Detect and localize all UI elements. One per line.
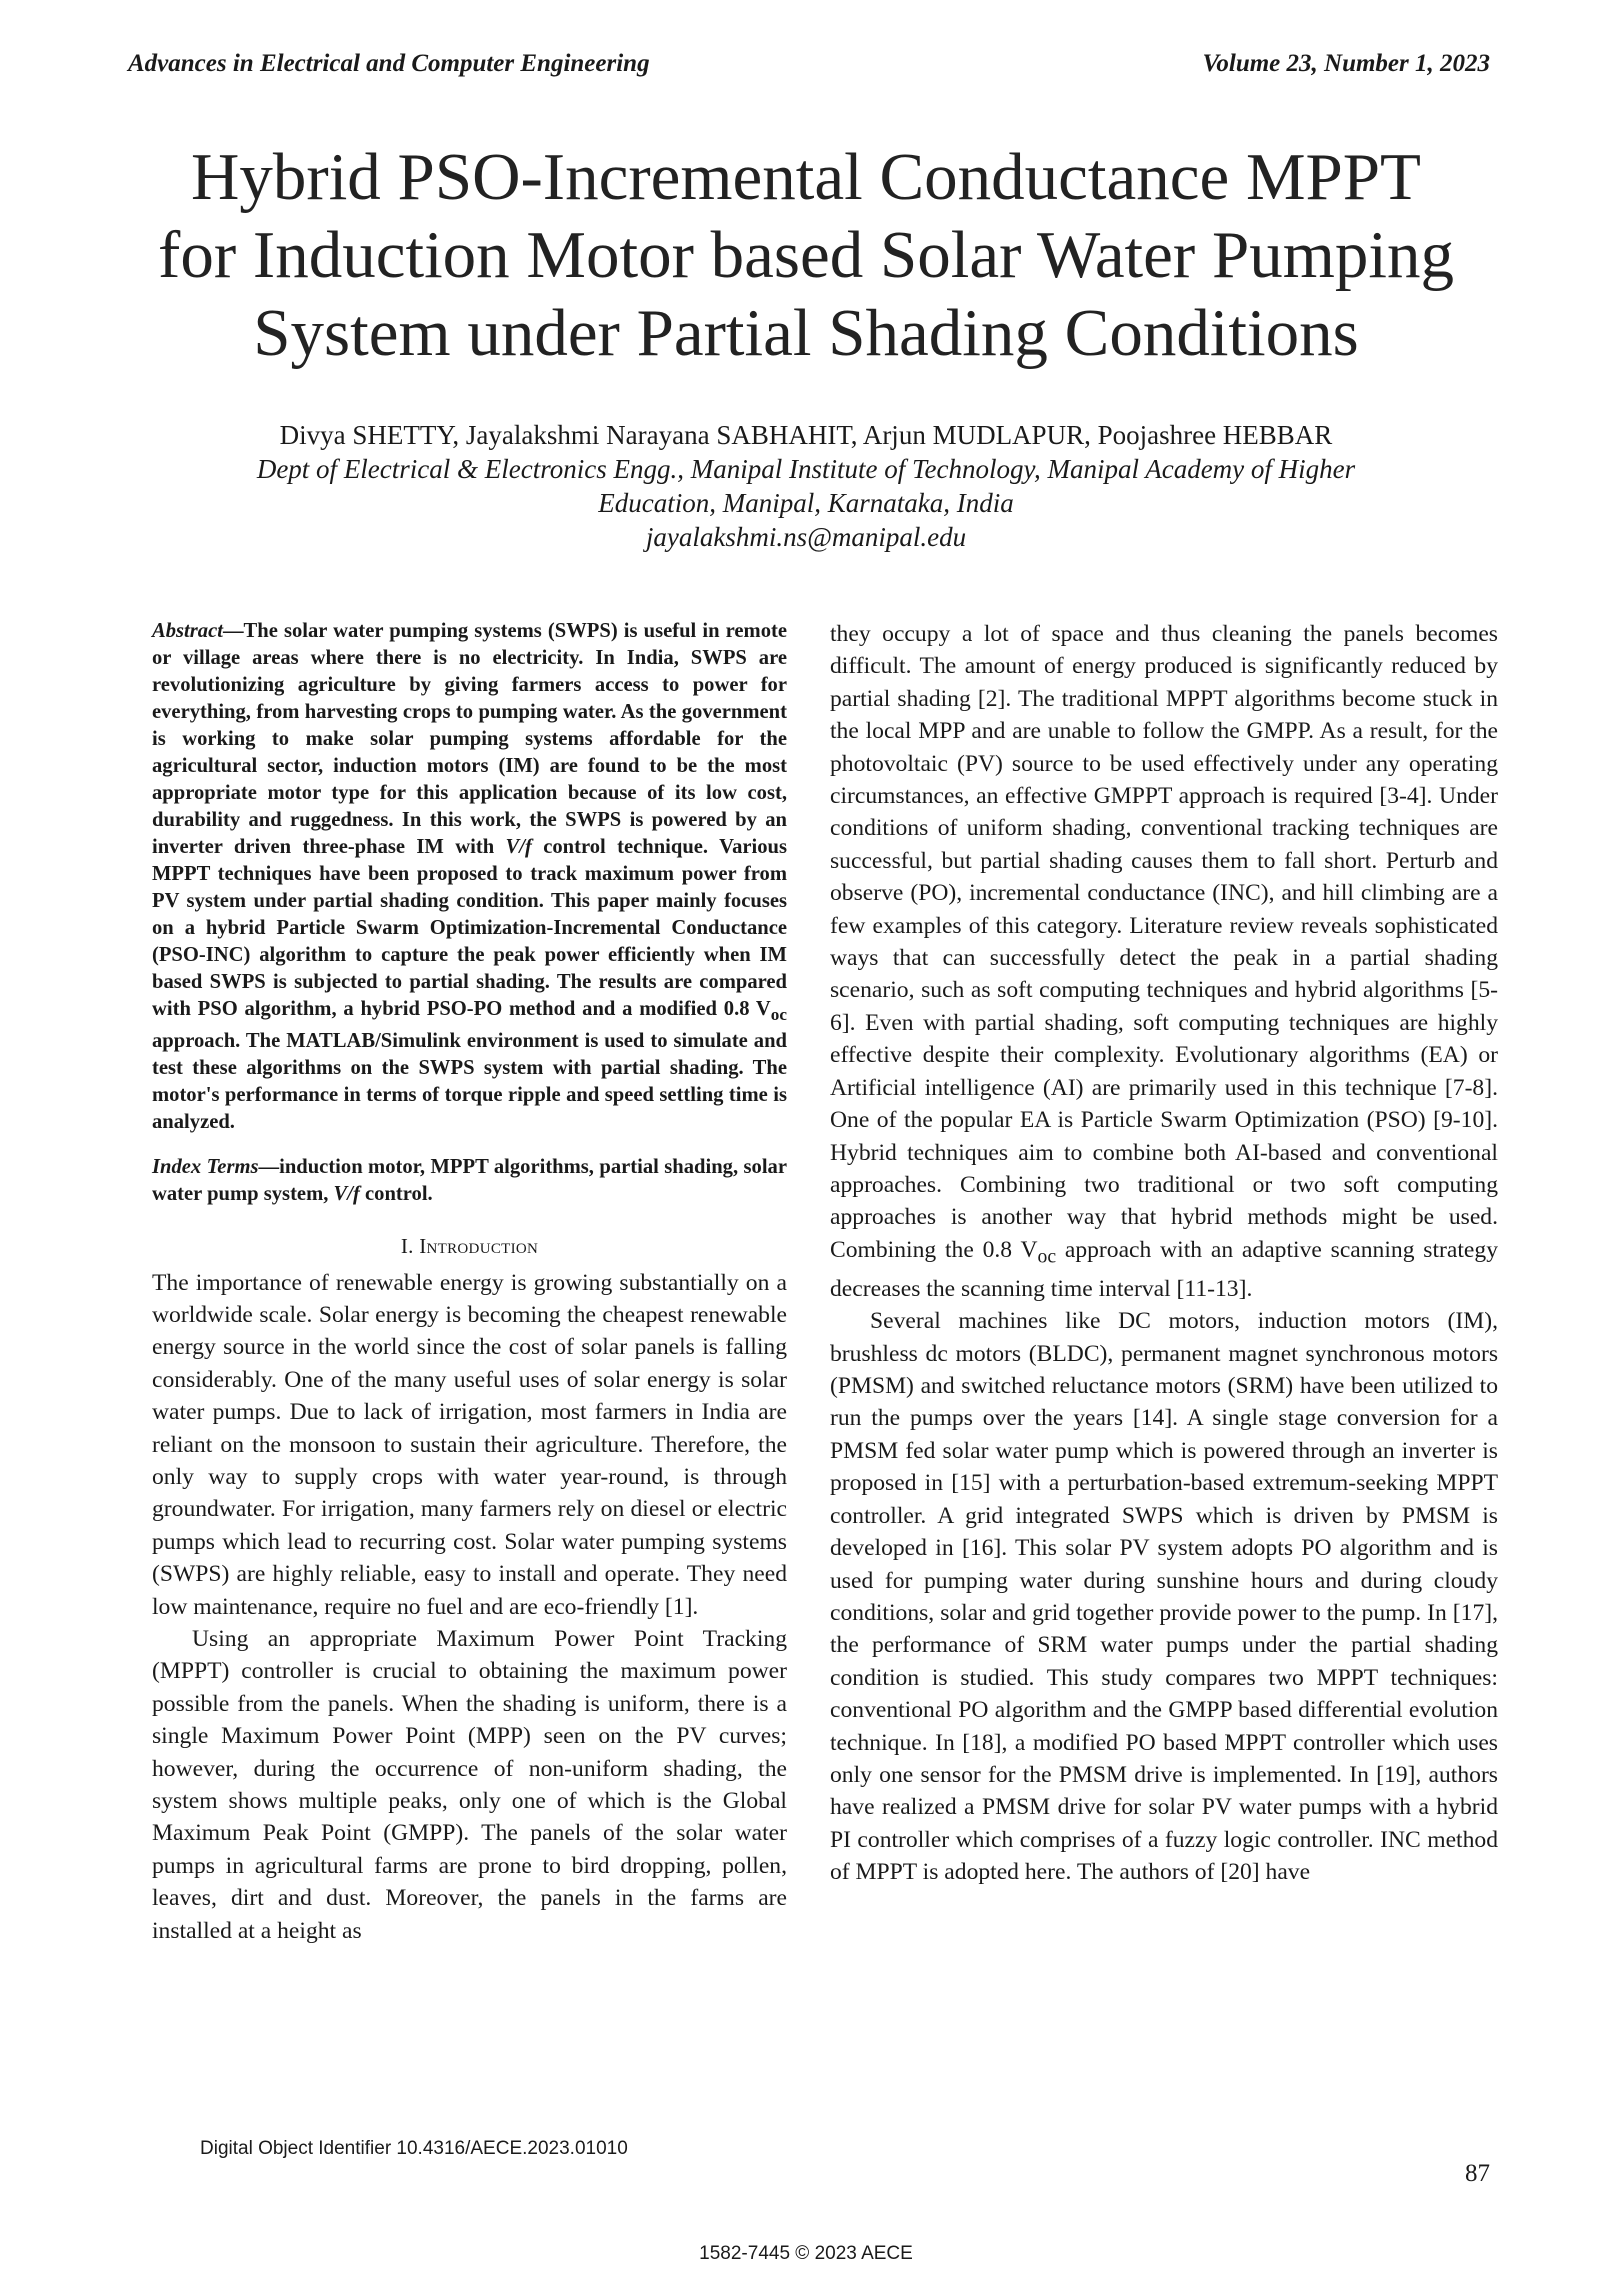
issn-copyright: 1582-7445 © 2023 AECE	[699, 2243, 913, 2264]
voc-subscript: oc	[1037, 1245, 1057, 1268]
paper-title	[110, 138, 1502, 372]
author-list: Divya SHETTY, Jayalakshmi Narayana SABHAHIT, Arjun MUDLAPUR, Poojashree HEBBAR	[279, 420, 1333, 450]
abstract-text-2: control technique. Various MPPT techniques have been proposed to track maximum power from PV system under partial shading condition. This paper mainly focuses on a hybrid Particle Swarm Optimization-Incremental Conductance (PSO-INC) algorithm to capture the peak power efficiently when IM based SWPS is subjected to partial shading. The results are compared with PSO algorithm, a hybrid PSO-PO method and a modified 0.8 V	[152, 836, 787, 1020]
page-number: 87	[1465, 2160, 1490, 2187]
affiliation-line: Education, Manipal, Karnataka, India	[598, 488, 1014, 518]
intro-paragraph-4: Several machines like DC motors, induction motors (IM), brushless dc motors (BLDC), permanent magnet synchronous motors (PMSM) and switched reluctance motors (SRM) have been utilized to run the pumps over the years [14]. A single stage conversion for a PMSM fed solar water pump which is powered through an inverter is proposed in [15] with a perturbation-based extremum-seeking MPPT controller. A grid integrated SWPS which is driven by PMSM is developed in [16]. This solar PV system adopts PO algorithm and is used for pumping water during sunshine hours and during cloudy conditions, solar and grid together provide power to the pump. In [17], the performance of SRM water pumps under the partial shading condition is studied. This study compares two MPPT techniques: conventional PO algorithm and the GMPP based differential evolution technique. In [18], a modified PO based MPPT controller which uses only one sensor for the PMSM drive is implemented. In [19], authors have realized a PMSM drive for solar PV water pumps with a hybrid PI controller which comprises of a fuzzy logic controller. INC method of MPPT is adopted here. The authors of [20] have	[830, 1308, 1498, 1886]
intro-paragraph-3	[830, 618, 1498, 1305]
title-line: Hybrid PSO-Incremental Conductance MPPT	[191, 140, 1421, 214]
abstract-text: —The solar water pumping systems (SWPS) is useful in remote or village areas where there is no electricity. In India, SWPS are revolutionizing agriculture by giving farmers access to power for everything, from harvesting crops to pumping water. As the government is working to make solar pumping systems affordable for the agricultural sector, induction motors (IM) are found to be the most appropriate motor type for this application because of its low cost, durability and ruggedness. In this work, the SWPS is powered by an inverter driven three-phase IM with	[152, 620, 787, 858]
index-terms-text: —induction motor, MPPT algorithms, partial shading, solar water pump system,	[152, 1156, 787, 1206]
title-line: System under Partial Shading Conditions	[253, 296, 1359, 370]
index-terms-end: control.	[359, 1183, 433, 1206]
author-email: jayalakshmi.ns@manipal.edu	[645, 522, 967, 552]
affiliation-line: Dept of Electrical & Electronics Engg., Manipal Institute of Technology, Manipal Academy of Higher	[256, 454, 1356, 484]
abstract-label: Abstract	[152, 620, 223, 642]
affiliation	[150, 452, 1462, 554]
index-terms	[152, 1154, 787, 1208]
left-column	[152, 618, 787, 1947]
paragraph-text: they occupy a lot of space and thus cleaning the panels becomes difficult. The amount of energy produced is significantly reduced by partial shading [2]. The traditional MPPT algorithms become stuck in the local MPP and are unable to follow the GMPP. As a result, for the photovoltaic (PV) source to be used effectively under any operating circumstances, an effective GMPPT approach is required [3-4]. Under conditions of uniform shading, conventional tracking techniques are successful, but partial shading causes them to fall short. Perturb and observe (PO), incremental conductance (INC), and hill climbing are a few examples of this category. Literature review reveals sophisticated ways that can successfully detect the peak in a partial shading scenario, such as soft computing techniques and hybrid algorithms [5-6]. Even with partial shading, soft computing techniques are highly effective despite their complexity. Evolutionary algorithms (EA) or Artificial intelligence (AI) are primarily used in this technique [7-8]. One of the popular EA is Particle Swarm Optimization (PSO) [9-10]. Hybrid techniques aim to combine both AI-based and conventional approaches. Combining two traditional or two soft computing approaches is another way that hybrid methods might be used. Combining the 0.8 V	[830, 621, 1498, 1263]
paragraph-text-end: approach with an adaptive scanning strategy decreases the scanning time interval [11-13].	[830, 1236, 1498, 1302]
abstract-voc-subscript: oc	[770, 1005, 787, 1025]
abstract-vf: V/f	[505, 836, 532, 858]
abstract-text-3: approach. The MATLAB/Simulink environment is used to simulate and test these algorithms on the SWPS system with partial shading. The motor's performance in terms of torque ripple and speed settling time is analyzed.	[152, 1030, 787, 1134]
volume-info: Volume 23, Number 1, 2023	[1202, 50, 1490, 77]
index-terms-vf: V/f	[333, 1183, 360, 1206]
title-line: for Induction Motor based Solar Water Pumping	[158, 218, 1454, 292]
section-title: Introduction	[419, 1234, 539, 1259]
section-heading-introduction	[152, 1230, 787, 1262]
journal-name: Advances in Electrical and Computer Engineering	[128, 50, 650, 77]
intro-paragraph-1: The importance of renewable energy is growing substantially on a worldwide scale. Solar energy is becoming the cheapest renewable energy source in the world since the cost of solar panels is falling considerably. One of the many useful uses of solar energy is solar water pumps. Due to lack of irrigation, most farmers in India are reliant on the monsoon to sustain their agriculture. Therefore, the only way to supply crops with water year-round, is through groundwater. For irrigation, many farmers rely on diesel or electric pumps which lead to recurring cost. Solar water pumping systems (SWPS) are highly reliable, easy to install and operate. They need low maintenance, require no fuel and are eco-friendly [1].	[152, 1269, 787, 1620]
index-terms-label: Index Terms	[152, 1156, 259, 1179]
section-numeral: I.	[400, 1234, 420, 1259]
right-column	[830, 618, 1498, 1889]
intro-paragraph-2: Using an appropriate Maximum Power Point Tracking (MPPT) controller is crucial to obtaining the maximum power possible from the panels. When the shading is uniform, there is a single Maximum Power Point (MPP) seen on the PV curves; however, during the occurrence of non-uniform shading, the system shows multiple peaks, only one of which is the Global Maximum Peak Point (GMPP). The panels of the solar water pumps in agricultural farms are prone to bird dropping, pollen, leaves, dirt and dust. Moreover, the panels in the farms are installed at a height as	[152, 1625, 787, 1944]
abstract	[152, 618, 787, 1136]
doi: Digital Object Identifier 10.4316/AECE.2023.01010	[200, 2138, 628, 2159]
